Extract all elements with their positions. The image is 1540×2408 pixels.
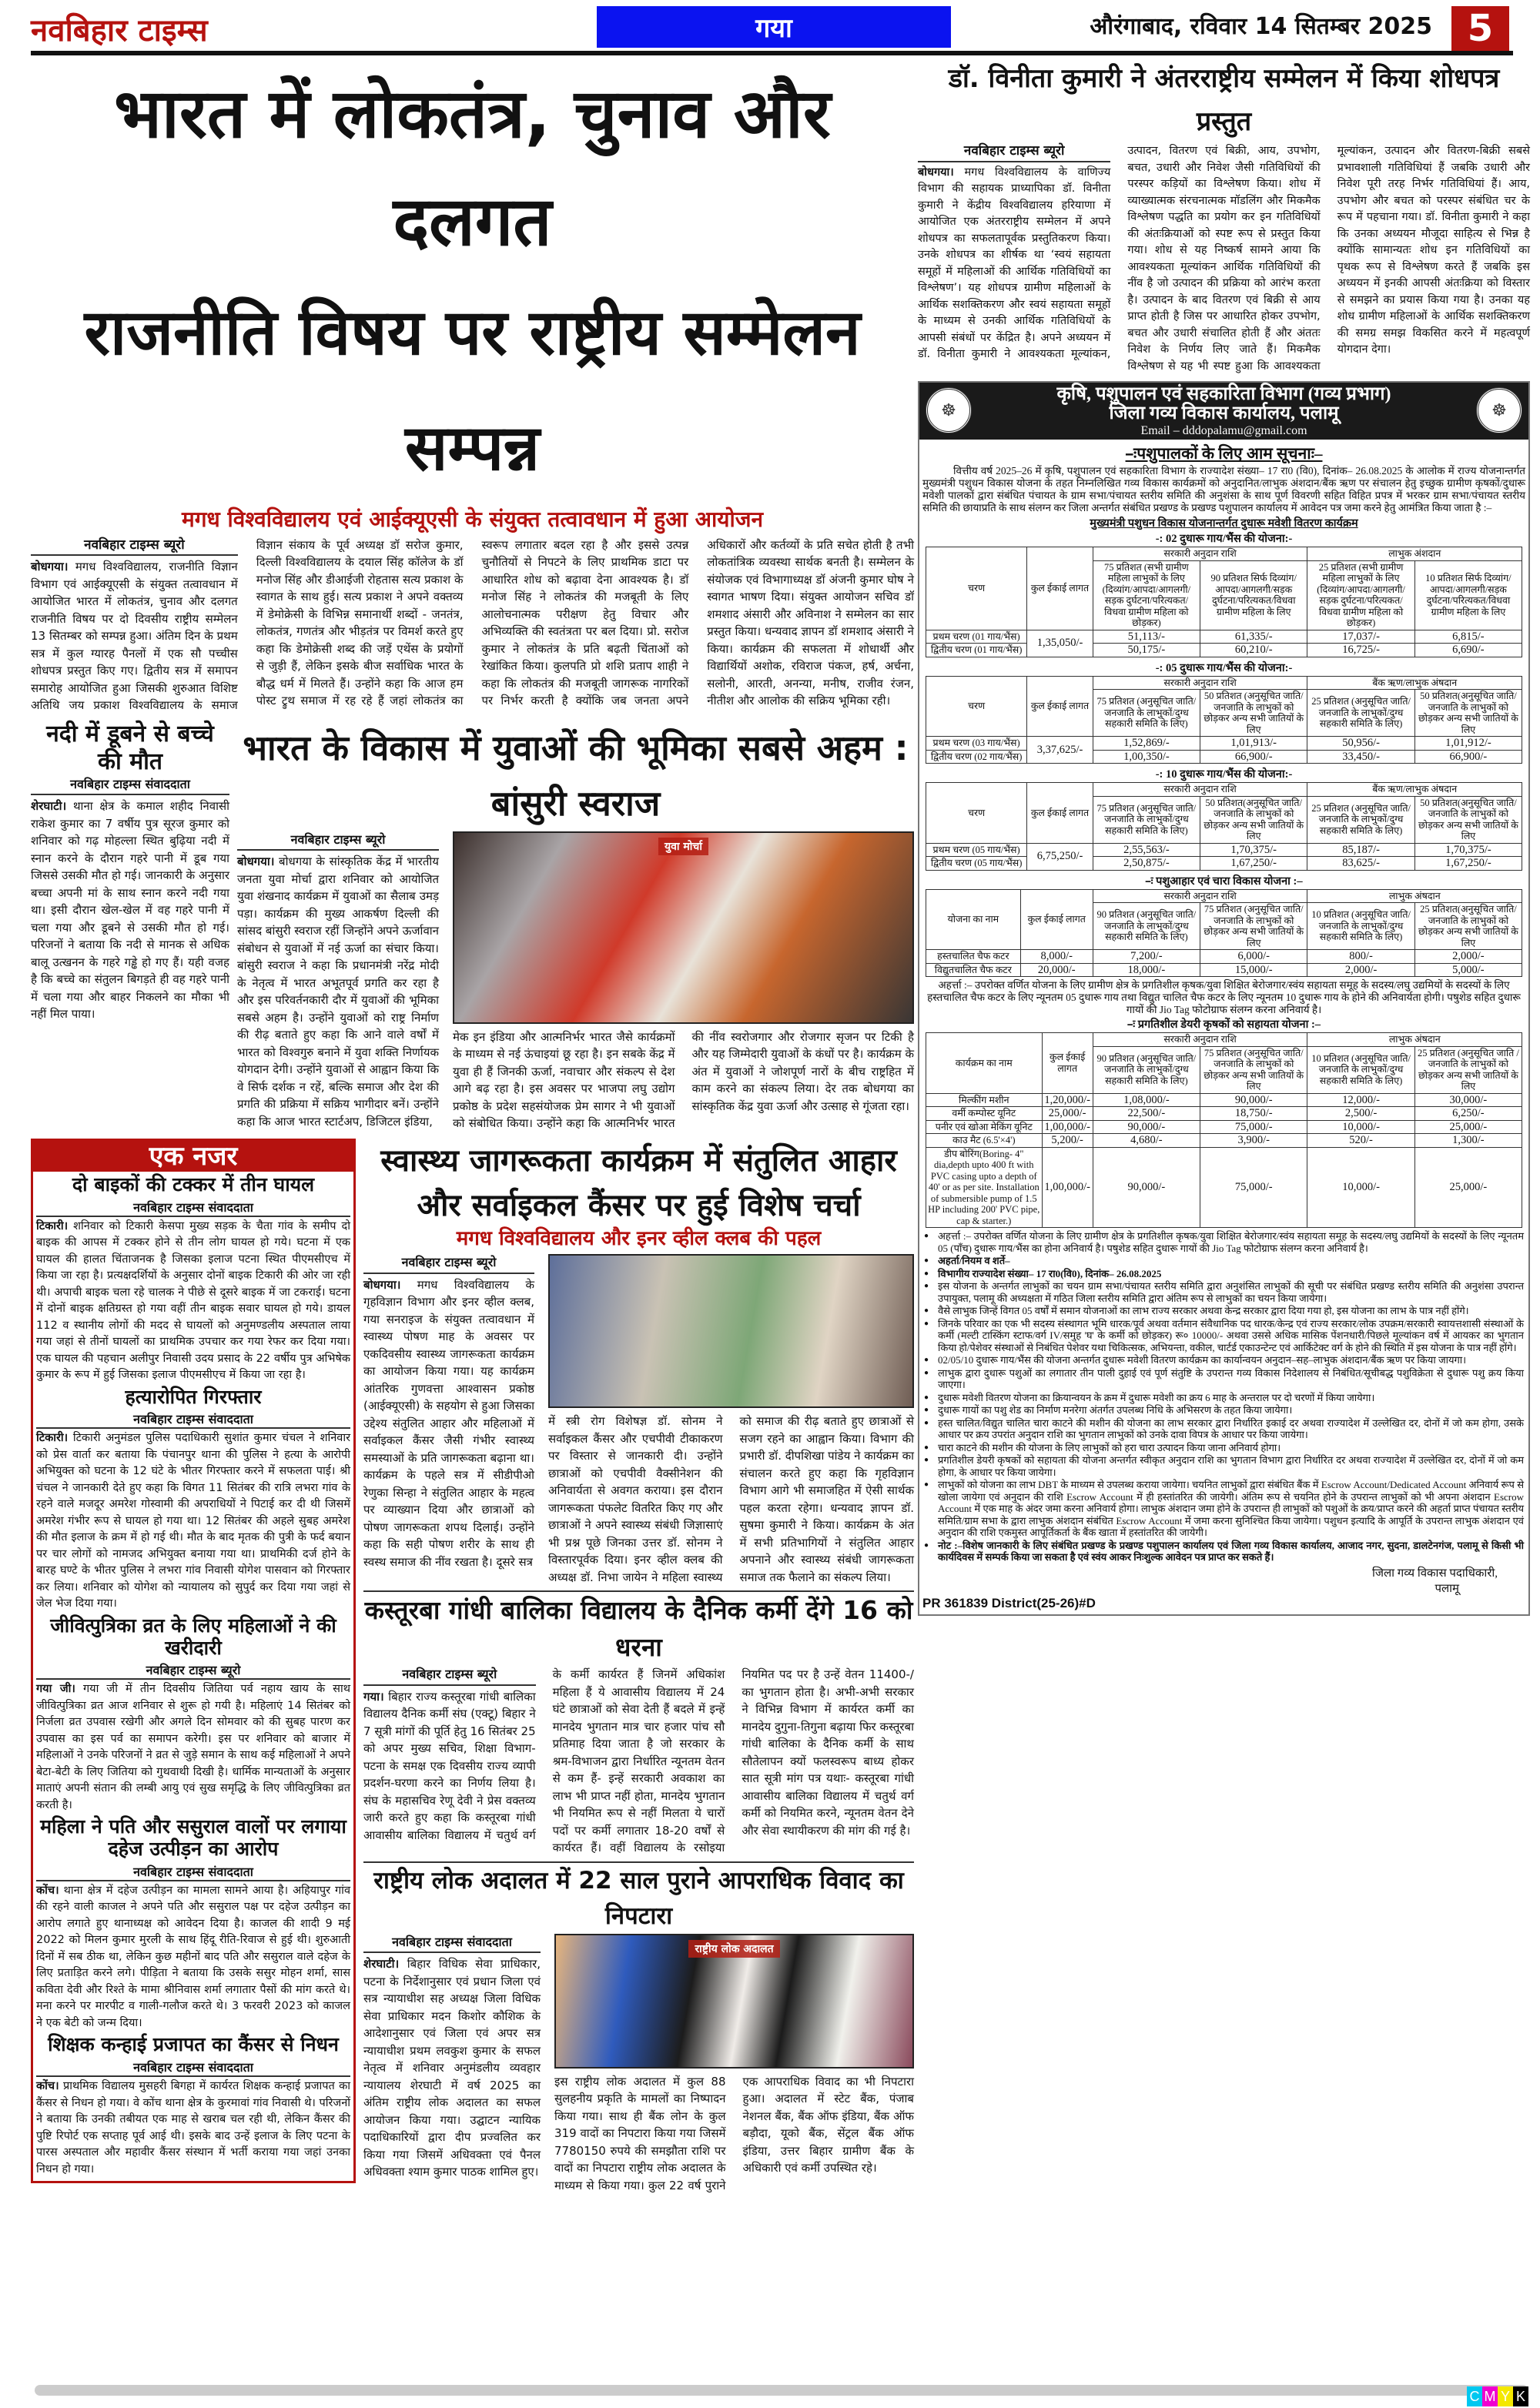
terms-item: ● जिनके परिवार का एक भी सदस्य संस्थागत भूमि धारक/पूर्व अथवा वर्तमान संवैधानिक पद धारक/केन्द्र एवं राज्य सरकार/लोक उपक्रम/सरकारी स्वायत्तशासी संस्थाओं के कर्मी (मल्टी टास्किंग स्टाफ/वर्ग IV/समुह 'घ' के कर्मी को छोड़कर) रू० 10000/- अथवा उससे अधिक मासिक पेंशनधारी/पिछले मूल्यांकन वर्ष में आयकर का भुगतान किया हो/पेशेवर संस्थाओं से निबंधित पेशेवर यथा चिकित्सक, अभियन्ता, वकील, चार्टर्ड एकाउन्टेन्ट एवं आर्किटेक्ट वर्ग के होने की स्थिति में इस योजना के पात्र नहीं होंगे।: [924, 1318, 1524, 1354]
amount-cell: 2,50,875/-: [1093, 857, 1200, 871]
unit-cost: 8,000/-: [1020, 950, 1093, 964]
unit-cost: 1,00,000/-: [1042, 1147, 1093, 1228]
terms-item: ● इस योजना के अन्तर्गत लाभुकों का चयन ग्राम सभा/पंचायत स्तरीय समिति द्वारा अनुशंसित लाभुकों की सूची पर संबंधित प्रखण्ड स्तरीय समिति की अनुशंसा उपरान्त उपायुक्त, पलामू की अध्यक्षता में गठित जिला स्तरीय समिति द्वारा अंतिम रूप से लाभुकों का चयन किया जायेगा।: [924, 1280, 1524, 1304]
amount-cell: 33,450/-: [1307, 750, 1414, 764]
amount-cell: 2,000/-: [1307, 963, 1414, 977]
lok-adalat-photo: [554, 1934, 914, 2069]
amount-cell: 17,037/-: [1307, 630, 1414, 644]
table-caption: –ः प्रगतिशील डेयरी कृषकों को सहायता योजना :–: [1127, 1018, 1321, 1031]
health-dateline: बोधगया।: [363, 1277, 401, 1292]
col-header: चरण: [926, 783, 1026, 844]
health-headline-line1: स्वास्थ्य जागरूकता कार्यक्रम में संतुलित आहार: [380, 1142, 897, 1179]
amount-cell: 1,67,250/-: [1414, 857, 1522, 871]
cmyk-k: K: [1513, 2386, 1528, 2406]
edition-city: गया: [597, 6, 951, 48]
col-header: योजना का नाम: [926, 889, 1020, 950]
lok-adalat-headline: राष्ट्रीय लोक अदालत में 22 साल पुराने आपराधिक विवाद का निपटारा: [363, 1861, 914, 1934]
row-label: द्वितीय चरण (05 गाय/भैंस): [926, 857, 1026, 871]
table-row: [926, 1093, 1522, 1107]
terms-item: ● चारा काटने की मशीन की योजना के लिए लाभुकों को हरा चारा उत्पादन किया जाना अनिवार्य होगा।: [924, 1442, 1524, 1454]
row-label: द्वितीय चरण (01 गाय/भैंस): [926, 644, 1026, 657]
terms-item: ● हस्त चालित/विद्युत चालित चारा काटने की मशीन की योजना का लाभ सरकार द्वारा निर्धारित इकाई दर अथवा राज्यादेश में उल्लेखित दर, दोनों में जो कम होगा, उसके आधार पर क्रय उपरांत अनुदान राशि का भुगतान लाभुकों को उनके दावा विपत्र के आधार पर किया जायेगा।: [924, 1417, 1524, 1441]
terms-item: ● नोट :–विशेष जानकारी के लिए संबंधित प्रखण्ड के प्रखण्ड पशुपालन कार्यालय एवं जिला गव्य विकास कार्यालय, आजाद नगर, सुदना, डालटेनगंज, पलामू से किसी भी कार्यदिवस में सम्पर्क किया जा सकता है एवं स्वंय आकर निःशुल्क आवेदन पत्र प्राप्त कर सकते हैं।: [924, 1540, 1524, 1564]
story-headline: शिक्षक कन्हाई प्रजापत का कैंसर से निधन: [48, 2033, 339, 2056]
third-row: [31, 1139, 914, 2195]
amount-cell: 10,000/-: [1307, 1120, 1414, 1134]
youth-byline: नवबिहार टाइम्स ब्यूरो: [237, 831, 439, 851]
story-dateline: कोंच।: [36, 2080, 59, 2093]
amount-cell: 18,000/-: [1093, 963, 1200, 977]
amount-cell: 2,55,563/-: [1093, 843, 1200, 857]
subsidy-table: [926, 782, 1522, 871]
story-dateline: टिकारी।: [36, 1219, 69, 1232]
lead-article-body: [31, 537, 914, 714]
subsidy-table: [926, 547, 1522, 657]
story-byline: नवबिहार टाइम्स संवाददाता: [36, 1863, 350, 1881]
row-label: प्रथम चरण (03 गाय/भैंस): [926, 737, 1026, 751]
kasturba-text: बिहार राज्य कस्तूरबा गांधी बालिका विद्यालय दैनिक कर्मी संघ (एक्टू) बिहार ने 7 सूत्री मांगों की पूर्ति हेतु 16 सितंबर 25 को अपर मुख्य सचिव, शिक्षा विभाग-पटना के समक्ष एक दिवसीय राज्य व्यापी प्रदर्शन-घरणा करने का निर्णय लिया है। संघ के महासचिव रेणू देवी ने प्रेस वक्तव्य जारी करते हुए कहा कि कस्तूरबा गांधी आवासीय बालिका विद्यालय में चतुर्थ वर्ग के कर्मी कार्यरत हैं जिनमें अधिकांश महिला हैं ये आवासीय विद्यालय में 24 घंटे छात्राओं को सेवा देती हैं बदले में इन्हें मानदेय भुगतान मात्र चार हजार पांच सौ प्रतिमाह दिया जाता है जो सरकार के श्रम-विभाजन द्वारा निर्धारित न्यूनतम वेतन से कम हैं- इन्हें सरकारी अवकाश का लाभ भी प्राप्त नहीं होता, मानदेय भुगतान भी नियमित रूप से नहीं मिलता ये चारों पदों पर कर्मी लगातार 18-20 वर्षों से कार्यरत हैं। वहीं विद्यालय के रसोइया नियमित पद पर है उन्हें वेतन 11400-/का भुगतान होता है। अभी-अभी सरकार ने विभिन्न विभाग में कार्यरत कर्मी का मानदेय दुगुना-तिगुना बढ़ाया फिर कस्तूरबा गांधी बालिका के दैनिक कर्मी के साथ सौतेलापन क्यों फलस्वरूप बाध्य होकर सात सूत्री मांग पत्र यथाः- कस्तूरबा गांधी आवासीय बालिका विद्यालय में चतुर्थ वर्ग कर्मी को नियमित करने, न्यूनतम वेतन देने और सेवा स्थायीकरण की मांग की गई है।: [363, 1667, 914, 1855]
col-header: कुल ईकाई लागत: [1027, 783, 1093, 844]
research-byline: नवबिहार टाइम्स ब्यूरो: [918, 143, 1110, 162]
subsidy-table: [926, 1032, 1522, 1228]
cmyk-c: C: [1467, 2386, 1482, 2406]
amount-cell: 75,000/-: [1200, 1147, 1307, 1228]
table-row: [926, 1147, 1522, 1228]
amount-cell: 6,000/-: [1200, 950, 1307, 964]
row-label: विद्युतचालित चैफ कटर: [926, 963, 1020, 977]
amount-cell: 1,70,375/-: [1200, 843, 1307, 857]
masthead-rule: [31, 51, 1513, 55]
photo-banner-text: युवा मोर्चा: [658, 838, 708, 855]
table-row: [926, 950, 1522, 964]
group-header: सरकारी अनुदान राशि: [1093, 783, 1307, 797]
youth-story: [237, 721, 914, 1132]
story-headline: जीवित्पुत्रिका व्रत के लिए महिलाओं ने की खरीदारी: [50, 1614, 336, 1659]
unit-cost: 6,75,250/-: [1027, 843, 1093, 870]
print-registration-bar: [35, 2385, 1528, 2396]
ad-program-title: मुख्यमंत्री पशुधन विकास योजनान्तर्गत दुधारू मवेशी वितरण कार्यक्रम: [1090, 517, 1358, 530]
story-headline: महिला ने पति और ससुराल वालों पर लगाया दहेज उत्पीड़न का आरोप: [40, 1815, 346, 1861]
amount-cell: 7,200/-: [1093, 950, 1200, 964]
story-byline: नवबिहार टाइम्स संवाददाता: [36, 1410, 350, 1429]
lead-headline-line1: भारत में लोकतंत्र, चुनाव और दलगत: [114, 74, 831, 261]
newspaper-logo: नवबिहार टाइम्स: [31, 13, 208, 48]
unit-cost: 5,200/-: [1042, 1134, 1093, 1148]
row-label: डीप बोरिंग(Boring- 4" dia,depth upto 400 ft with PVC casing upto a depth of 40' or as per site. Installation of submersible pump of 1.5 HP including 200' PVC pipe, cap & starter.): [926, 1147, 1042, 1228]
table-row: [926, 644, 1522, 657]
story-text: गया जी में तीन दिवसीय जितिया पर्व नहाय खाय के साथ जीवित्पुत्रिका व्रत आज शनिवार से शुरू हो गयी है। महिलाएं 14 सितंबर को निर्जला व्रत उपवास रखेगी और अगले दिन सोमवार को की सुबह पारण कर उपवास का इस पर्व का समापन करेगी। इस पर शनिवार को बाजार में महिलाओं ने उनके परिजनों ने व्रत से जुड़े समान के साथ कई महिलाओं ने अपने बेटा-बेटी के लिए जितिया को गुथवाथी दिखी है। धार्मिक मान्यताओं के अनुसार माताएं अपनी संतान की लम्बी आयु एवं सुख समृद्धि के लिए जीवित्पुत्रिका व्रत करती है।: [36, 1683, 351, 1811]
story-headline: हत्यारोपित गिरफ्तार: [125, 1385, 262, 1408]
lead-headline-line2: राजनीति विषय पर राष्ट्रीय सम्मेलन सम्पन्न: [84, 296, 861, 485]
terms-item: ● दुधारू गायों का पशु शेड का निर्माण मनरेगा अंतर्गत उपलब्ध निधि के अभिसरण के तहत किया जायेगा।: [924, 1404, 1524, 1416]
subsidy-table: [926, 676, 1522, 764]
lok-adalat-text: बिहार विधिक सेवा प्राधिकार, पटना के निर्देशानुसार एवं प्रधान जिला एवं सत्र न्यायाधीश सह अध्यक्ष जिला विधिक सेवा प्राधिकार मदन किशोर कौशिक के आदेशानुसार एवं जिला एवं अपर सत्र न्यायाधीश प्रथम लवकुश कुमार के सफल नेतृत्व में शनिवार अनुमंडलीय व्यवहार न्यायालय शेरघाटी में वर्ष 2025 का अंतिम राष्ट्रीय लोक अदालत का सफल आयोजन किया गया। उद्घाटन न्यायिक पदाधिकारियों द्वारा दीप प्रज्वलित कर किया गया जिसमें अधिवक्ता एवं पैनल अधिवक्ता श्याम कुमार पाठक शामिल हुए।: [363, 1957, 541, 2179]
sub-header: 90 प्रतिशत (अनुसूचित जाति/जनजाति के लाभुकों/दुग्ध सहकारी समिति के लिए): [1093, 903, 1200, 950]
amount-cell: 1,01,913/-: [1200, 737, 1307, 751]
amount-cell: 4,680/-: [1093, 1134, 1200, 1148]
group-header: बैंक ऋण/लाभुक अंषदान: [1307, 676, 1522, 690]
table-caption: -: 05 दुधारू गाय/भैंस की योजना:-: [1155, 661, 1293, 674]
group-header: बैंक ऋण/लाभुक अंषदान: [1307, 783, 1522, 797]
terms-item: ● लाभुकों को योजना का लाभ DBT के माध्यम से उपलब्ध कराया जायेगा। चयनित लाभुकों द्वारा संबंधित बैंक में Escrow Account/Dedicated Account अनिवार्य रूप से खोला जायेगा एवं अनुदान की राशि Escrow Account में ही हस्तांतरित की जायेगी। अंतिम रूप से चयनित होने के उपरान्त लाभुकों को भी अपना अंशदान Escrow Account में एक माह के अंदर जमा करना अनिवार्य होगा। लाभुक अंशदान जमा होने के उपरान्त ही लाभुकों को पशुओं के क्रय/प्राप्त करने की अहर्ता प्राप्त पंचायत स्तरीय समिति/ग्राम सभा के द्वारा लाभुक अंशदान संबंधित Escrow Account में जमा करना सुनिश्चित किया जायेगा। पशुधन इत्यादि के आपूर्ति के उपरान्त लाभुक अंशदान एवं अनुदान की राशि एकमुस्त आपूर्तिकर्ता के बैंक खाता में हस्तांतरित की जायेगी।: [924, 1479, 1524, 1539]
amount-cell: 90,000/-: [1093, 1120, 1200, 1134]
group-header: लाभुक अंषदान: [1307, 1033, 1522, 1047]
amount-cell: 800/-: [1307, 950, 1414, 964]
sub-header: 25 प्रतिशत (अनुसूचित जाति / जनजाति के लाभुकों को छोड़कर अन्य सभी जातियों के लिए: [1414, 1046, 1522, 1093]
ek-nazar-story: [33, 1386, 353, 1613]
table-row: [926, 857, 1522, 871]
health-byline: नवबिहार टाइम्स ब्यूरो: [363, 1254, 534, 1274]
table-caption: –ः पशुआहार एवं चारा विकास योजना :–: [1145, 875, 1303, 888]
amount-cell: 15,000/-: [1200, 963, 1307, 977]
lok-adalat-continued: इस राष्ट्रीय लोक अदालत में कुल 88 सुलहनीय प्रकृति के मामलों का निष्पादन किया गया। साथ ही बैंक लोन के कुल 319 वादों का निपटारा किया गया जिसमें 7780150 रुपये की समझौता राशि पर वादों का निपटारा राष्ट्रीय लोक अदालत के माध्यम से किया गया। कुल 22 वर्ष पुराने एक आपराधिक विवाद का भी निपटारा हुआ। अदालत में स्टेट बैंक, पंजाब नेशनल बैंक, बैंक ऑफ इंडिया, बैंक ऑफ बड़ौदा, यूको बैंक, सेंट्रल बैंक ऑफ इंडिया, उत्तर बिहार ग्रामीण बैंक के अधिकारी एवं कर्मी उपस्थित रहे।: [554, 2074, 914, 2192]
story-dateline: कोंच।: [36, 1884, 59, 1897]
table-row: [926, 737, 1522, 751]
table-caption: -: 10 दुधारू गाय/भैंस की योजना:-: [1155, 768, 1293, 781]
ad-header-band: [919, 383, 1528, 440]
ad-intro: वित्तीय वर्ष 2025–26 में कृषि, पशुपालन एवं सहकारिता विभाग के राज्यादेश संख्या– 17 रा0 (वि0), दिनांक– 26.08.2025 के आलोक में राज्य योजनान्तर्गत मुख्यमंत्री पशुधन विकास योजना के तहत निम्नलिखित गव्य विकास कार्यक्रमों को अनुदानित/लाभुक अंशदान/बैंक ऋण पर संचालन हेतु इच्छुक ग्रामीण कृषकों/दुधारू मवेशी पालकों द्वारा संबंधित पंचायत के ग्राम सभा/पंचायत स्तरीय समिति की अनुशंसा के साथ पूर्ण विवरणी सहित विहित प्रपत्र में भरकर ग्राम सभा/पंचायत स्तरीय समिति की छायाप्रति के साथ संलग्न कर जिला अन्तर्गत संबंधित प्रखण्ड के प्रखण्ड पशुपालन कार्यालय में आवेदन पत्र जमा करने हेतु आमंत्रित किया जाता है :–: [922, 465, 1525, 513]
amount-cell: 50,175/-: [1093, 644, 1200, 657]
youth-event-photo: [453, 831, 914, 1024]
table-row: [926, 1107, 1522, 1121]
story-text: प्राथमिक विद्यालय मुसहरी बिगहा में कार्यरत शिक्षक कन्हाई प्रजापत का कैंसर से निधन हो गया। वे कोंच थाना क्षेत्र के कुरमावां गांव निवासी थे। परिजनों ने बताया कि उनकी तबीयत एक माह से खराब चल रही थी, लेकिन कैंसर की पुष्टि रिपोर्ट एक सप्ताह पूर्व आई थी। इसके बाद उन्हें इलाज के लिए पटना के पारस अस्पताल और महावीर कैंसर संस्थान में भर्ती कराया गया जहां उनका निधन हो गया।: [36, 2080, 351, 2176]
col-header: कार्यक्रम का नाम: [926, 1033, 1042, 1094]
table-row: [926, 1134, 1522, 1148]
amount-cell: 1,67,250/-: [1200, 857, 1307, 871]
story-text: टिकारी अनुमंडल पुलिस पदाधिकारी सुशांत कुमार चंचल ने शनिवार को प्रेस वार्ता कर बताया कि पंचानपुर थाना की पुलिस ने हत्या के आरोपी अभियुक्त को घटना के 12 घंटे के भीतर गिरफ्तार करने में सफलता पाई। श्री चंचल ने जानकारी देते हुए कहा कि विगत 11 सितंबर की रात्रि लभरा गांव के रहने वाले मजदूर अमरेश गोस्वामी की अपराधियों ने पिटाई कर दी थी जिसमें अमरेश गंभीर रूप से घायल हो गया था। 12 सितंबर की अहले सुबह अमरेश की मौत इलाज के क्रम में हो गई थी। मौत के बाद मृतक की पुत्री के फर्द बयान पर चार लोगों को नामजद अभियुक्त बनाया गया था। प्राथमिकी दर्ज होने के बारह घण्टे के भीतर पुलिस ने लभरा गांव निवासी योगेश पासवान को गिरफ्तार कर लिया। शनिवार को योगेश को न्यायालय को सुपुर्द कर दिया गया जहां से जेल भेज दिया गया।: [36, 1432, 351, 1610]
lead-text: मगध विश्वविद्यालय, राजनीति विज्ञान विभाग एवं आईक्यूएसी के संयुक्त तत्वावधान में आयोजित भारत में लोकतंत्र, चुनाव और दलगत राजनीति विषय पर दो दिवसीय राष्ट्रीय सम्मेलन 13 सितम्बर को सम्पन्न हुआ। अंतिम दिन के प्रथम सत्र में कुल ग्यारह पैनलों में एक सौ पच्चीस शोधपत्र प्रस्तुत किए गए। द्वितीय सत्र में समापन समारोह आयोजित हुआ जिसकी शुरुआत विशिष्ट अतिथि जय प्रकाश विश्वविद्यालय के समाज विज्ञान संकाय के पूर्व अध्यक्ष डॉ सरोज कुमार, दिल्ली विश्वविद्यालय के दयाल सिंह कॉलेज के डॉ मनोज सिंह और डीआईजी रोहतास सत्य प्रकाश के स्वागत के साथ हुई। सत्य प्रकाश ने अपने वक्तव्य में डेमोक्रेसी के विभिन्न समानार्थी शब्दों - जनतंत्र, लोकतंत्र, गणतंत्र और भीड़तंत्र पर विमर्श करते हुए कहा कि डेमोक्रेसी शब्द की जड़ें एथेंस के प्रयोगों से जुड़ी हैं, लेकिन इसके बीज सर्वाधिक भारत के बौद्ध धर्म में मिलते हैं। उन्होंने कहा कि आज हम पोस्ट ट्रुथ समाज में रह रहे हैं जहां लोकतंत्र का स्वरूप लगातार बदल रहा है और इससे उत्पन्न चुनौतियों से निपटने के लिए प्राथमिक डाटा पर आधारित शोध को बढ़ावा देना आवश्यक है। डॉ मनोज सिंह ने लोकतंत्र की मजबूती के लिए आलोचनात्मक परीक्षण हेतु विचार और अभिव्यक्ति की स्वतंत्रता पर बल दिया। प्रो. सरोज कुमार ने लोकतंत्र के प्रति बढ़ती चिंताओं को रेखांकित किया। कुलपति प्रो शशि प्रताप शाही ने कहा कि लोकतंत्र की मजबूती जागरूक नागरिकों पर निर्भर करती है क्योंकि जब जनता अपने अधिकारों और कर्तव्यों के प्रति सचेत होती है तभी लोकतांत्रिक व्यवस्था सार्थक बनती है। सम्मेलन के संयोजक एवं विभागाध्यक्ष डॉ अंजनी कुमार घोष ने स्वागत भाषण दिया। संयुक्त आयोजन सचिव डॉ शमशाद अंसारी और अविनाश ने सम्मेलन का सार प्रस्तुत किया। धन्यवाद ज्ञापन डॉ शमशाद अंसारी ने किया। कार्यक्रम की सफलता में शोधार्थी और विद्यार्थियों अशोक, रविराज पंकज, हर्ष, अर्चना, सलोनी, आरती, अनन्या, मनीष, राजीव रंजन, नीतीश और आलोक की सक्रिय भूमिका रही।: [31, 537, 914, 713]
amount-cell: 5,000/-: [1414, 963, 1522, 977]
subsidy-table: [926, 889, 1522, 978]
ek-nazar-story: [33, 1174, 353, 1384]
row-label: वर्मी कम्पोस्ट यूनिट: [926, 1107, 1042, 1121]
amount-cell: 520/-: [1307, 1134, 1414, 1148]
drowning-text: थाना क्षेत्र के कमाल शहीद निवासी राकेश कुमार का 7 वर्षीय पुत्र सूरज कुमार को शनिवार को गढ़ मोहल्ला स्थित बुढ़िया नदी में स्नान करने के दौरान गहरे पानी में डूब गया जिससे उसकी मौत हो गई। जानकारी के अनुसार बच्चा अपनी मां के साथ स्नान करने नदी गया था। इसी दौरान खेल-खेल में वह गहरे पानी में चला गया और डूबने से उसकी मौत हो गई। परिजनों ने बताया कि नदी से मानक से अधिक बालू उत्खनन के गहरे गड्ढे हो गए हैं। यही वजह है कि बच्चे का संतुलन बिगड़ते ही वह गहरे पानी में चला गया और बाहर निकलने का मौका भी नहीं मिल पाया।: [31, 799, 229, 1022]
group-header: सरकारी अनुदान राशि: [1093, 547, 1307, 561]
kasturba-article-body: [363, 1666, 914, 1857]
amount-cell: 50,956/-: [1307, 737, 1414, 751]
amount-cell: 30,000/-: [1414, 1093, 1522, 1107]
col-header: कुल ईकाई लागत: [1020, 889, 1093, 950]
story-dateline: गया जी।: [36, 1683, 75, 1696]
youth-article-col1: [237, 831, 439, 1132]
lead-subheadline: मगध विश्वविद्यालय एवं आईक्यूएसी के संयुक्त तत्वावधान में हुआ आयोजन: [181, 507, 764, 532]
youth-headline: भारत के विकास में युवाओं की भूमिका सबसे अहम : बांसुरी स्वराज: [243, 727, 909, 824]
health-article-col1: [363, 1254, 534, 1586]
table-row: [926, 630, 1522, 644]
amount-cell: 25,000/-: [1414, 1120, 1522, 1134]
amount-cell: 1,08,000/-: [1093, 1093, 1200, 1107]
amount-cell: 60,210/-: [1200, 644, 1307, 657]
drowning-article-body: [31, 776, 229, 1023]
row-label: द्वितीय चरण (02 गाय/भैंस): [926, 750, 1026, 764]
photo-banner-text: राष्ट्रीय लोक अदालत: [688, 1940, 779, 1958]
terms-item: ● 02/05/10 दुधारू गाय/भैंस की योजना अन्तर्गत दुधारू मवेशी वितरण कार्यक्रम का कार्यान्वयन अनुदान–सह–लाभुक अंशदान/बैंक ऋण पर किया जायगा।: [924, 1354, 1524, 1366]
lok-adalat-col1: [363, 1934, 541, 2195]
story-text: थाना क्षेत्र में दहेज उत्पीड़न का मामला सामने आया है। अहियापुर गांव की रहने वाली काजल ने अपने पति और ससुराल पक्ष पर दहेज उत्पीड़न का आरोप लगाते हुए थानाध्यक्ष को आवेदन दिया है। काजल की शादी 9 मई 2022 को मिलन कुमार मुरली के साथ हिंदू रीति-रिवाज से हुई थी। शुरुआती दिनों में सब ठीक था, लेकिन कुछ महीनों बाद पति और ससुराल वाले दहेज के लिए प्रताड़ित करने लगे। पीड़िता ने बताया कि उसके ससुर मोहन शर्मा, सास कविता देवी और रिश्ते के मामा श्रीनिवास शर्मा लगातार पैसों की मांग करते थे। मना करने पर मारपीट व गाली-गलौज करते थे। 3 फरवरी 2023 को काजल ने एक बेटी को जन्म दिया।: [36, 1884, 351, 2029]
row-label: हस्तचालित चैफ कटर: [926, 950, 1020, 964]
research-text: मगध विश्वविद्यालय के वाणिज्य विभाग की सहायक प्राध्यापिका डॉ. विनीता कुमारी ने केंद्रीय विश्वविद्यालय हरियाणा में आयोजित एक अंतरराष्ट्रीय सम्मेलन में अपने शोधपत्र का सफलतापूर्वक प्रस्तुतिकरण किया। उनके शोधपत्र का शीर्षक था ‘स्वयं सहायता समूहों में महिलाओं की आर्थिक गतिविधियों का विश्लेषण’। यह शोधपत्र ग्रामीण महिलाओं के आर्थिक सशक्तिकरण और स्वयं सहायता समूहों के माध्यम से उनकी आर्थिक गतिविधियों के आपसी संबंधों पर केंद्रित है। अपने अध्ययन में डॉ. विनीता कुमारी ने आवश्यकता मूल्यांकन, उत्पादन, वितरण एवं बिक्री, आय, उपभोग, बचत, उधारी और निवेश जैसी गतिविधियों की परस्पर कड़ियों का विश्लेषण किया। शोध में व्याख्यात्मक संरचनात्मक मॉडलिंग और मिकमैक विश्लेषण पद्धति का प्रयोग कर इन गतिविधियों की अंतःक्रियाओं को स्पष्ट रूप से प्रस्तुत किया गया। शोध से यह निष्कर्ष सामने आया कि आवश्यकता मूल्यांकन आर्थिक गतिविधियों की नींव है जो उत्पादन की प्रक्रिया को आरंभ करता है। उत्पादन के बाद वितरण एवं बिक्री से आय प्राप्त होती है जिस पर आधारित होकर उपभोग, बचत और उधारी संचालित होती हैं और अंततः निवेश के निर्णय लिए जाते हैं। मिकमैक विश्लेषण से यह भी स्पष्ट हुआ कि आवश्यकता मूल्यांकन, उत्पादन और वितरण-बिक्री सबसे प्रभावशाली गतिविधियां हैं जबकि उधारी और निवेश पूरी तरह निर्भर गतिविधियां हैं। आय, उपभोग और बचत को परस्पर संबंधित चर के रूप में पहचाना गया। डॉ. विनीता कुमारी ने कहा कि उनका अध्ययन मौजूदा साहित्य से भिन्न है क्योंकि सामान्यतः शोध इन गतिविधियों का पृथक रूप से विश्लेषण करते हैं जबकि इस अध्ययन में इनकी आपसी अंतःक्रिया को विस्तार से समझने का प्रयास किया गया है। उनका यह शोध ग्रामीण महिलाओं के आर्थिक सशक्तिकरण की समग्र समझ विकसित करने में महत्वपूर्ण योगदान देगा।: [918, 145, 1530, 373]
unit-cost: 25,000/-: [1042, 1107, 1093, 1121]
table-row: [926, 1120, 1522, 1134]
row-label: पनीर एवं खोआ मेकिंग यूनिट: [926, 1120, 1042, 1134]
story-body: [33, 2079, 353, 2178]
story-body: [33, 1430, 353, 1613]
terms-item: ● दुधारू मवेशी वितरण योजना का क्रियान्वयन के क्रम में दुधारू मवेशी का क्रय 6 माह के अन्तराल पर दो चरणों में किया जायेगा।: [924, 1392, 1524, 1404]
health-headline-line2: और सर्वाइकल कैंसर पर हुई विशेष चर्चा: [417, 1187, 861, 1223]
col-header: कुल ईकाई लागत: [1027, 547, 1093, 630]
ek-nazar-story: [33, 1816, 353, 2032]
terms-item: ● लाभुक द्वारा दुधारू पशुओं का लगातार तीन पाली दुहाई एवं पूर्ण संतुष्टि के उपरान्त गव्य विकास निदेशालय से निबंधित/सूचीबद्ध पशुविक्रेता से दुधारू पशु क्रय किया जाएगा।: [924, 1367, 1524, 1391]
story-text: शनिवार को टिकारी केसपा मुख्य सड़क के चैता गांव के समीप दो बाइक की आपस में टक्कर होने से तीन लोग घायल हो गये। घटना में एक घायल की हालत चिंताजनक है जिसका इलाज पटना स्थित पीएमसीएच में किया जा रहा है। प्रत्यक्षदर्शियों के अनुसार दोनों बाइक टिकारी की ओर जा रही थी। अपाची बाइक चला रहे चालक ने पीछे से दूसरे बाइक में जा टकराई। घटना में दोनों बाइक क्षतिग्रस्त हो गया वहीं तीन बाइक सवार घायल हो गये। डायल 112 व स्थानीय लोगों की मदद से घायलों को अनुमण्डलीय अस्पताल लाया गया जहां से तीनों घायलों का प्राथमिक उपचार कर गया रेफर कर दिया गया। एक घायल की पहचान अलीपुर निवासी उदय प्रसाद के 22 वर्षीय पुत्र अभिषेक कुमार के रूप में हुई जिसका इलाज पीएमसीएच में किया जा रहा है।: [36, 1219, 351, 1382]
health-subheadline: मगध विश्वविद्यालय और इनर व्हील क्लब की पहल: [456, 1226, 822, 1250]
group-header: सरकारी अनुदान राशि: [1093, 889, 1307, 903]
youth-text: बोधगया के सांस्कृतिक केंद्र में भारतीय जनता युवा मोर्चा द्वारा शनिवार को आयोजित युवा शंखनाद कार्यक्रम में युवाओं का सैलाब उमड़ पड़ा। कार्यक्रम की मुख्य आकर्षण दिल्ली की सांसद बांसुरी स्वराज रहीं जिन्होंने अपने ऊर्जावान संबोधन से युवाओं में नई ऊर्जा का संचार किया। बांसुरी स्वराज ने कहा कि प्रधानमंत्री नरेंद्र मोदी के नेतृत्व में भारत अभूतपूर्व प्रगति कर रहा है और इस परिवर्तनकारी दौर में युवाओं की भूमिका सबसे अहम है। उन्होंने युवाओं को राष्ट्र निर्माण की रीढ़ बताते हुए कहा कि आने वाले वर्षों में भारत को विश्वगुरु बनाने में युवा शक्ति निर्णायक योगदान देगी। उन्होंने युवाओं से आह्वान किया कि वे सिर्फ दर्शक न रहें, बल्कि समाज और देश की प्रगति की प्रक्रिया में सक्रिय भागीदार बनें। उन्होंने कहा कि आज भारत स्टार्टअप, डिजिटल इंडिया,: [237, 855, 439, 1129]
story-body: [33, 1681, 353, 1814]
story-byline: नवबिहार टाइम्स संवाददाता: [36, 1199, 350, 1217]
terms-item: ● अहर्त्ता :– उपरोक्त वर्णित योजना के लिए ग्रामीण क्षेत्र के प्रगतिशील कृषक/युवा शिक्षित बेरोजगार/स्वंय सहायता समूह के सदस्य/लघु उद्यमियों के सदस्यों के लिए न्यूनतम 05 (पाँच) दुधारू गाय/भैंस का होना अनिवार्य है। पषुशेड सहित दुधारू गायों की Jio Tag फोटोग्राफ संलग्न करना अनिवार्य है।: [924, 1230, 1524, 1254]
amount-cell: 1,00,350/-: [1093, 750, 1200, 764]
unit-cost: 3,37,625/-: [1027, 737, 1093, 764]
amount-cell: 25,000/-: [1414, 1147, 1522, 1228]
ad-notice-title: –ःपशुपालकों के लिए आम सूचनाः–: [1125, 444, 1323, 463]
table-caption: -: 02 दुधारू गाय/भैंस की योजना:-: [1155, 533, 1293, 545]
right-column: [918, 57, 1530, 1616]
amount-cell: 6,250/-: [1414, 1107, 1522, 1121]
sub-header: 75 प्रतिशत (अनुसूचित जाति/ जनजाति के लाभुकों को छोड़कर अन्य सभी जातियों के लिए: [1200, 1046, 1307, 1093]
sub-header: 90 प्रतिशत सिर्फ दिव्यांग/आपदा/आगलगी/सड़क दुर्घटना/परित्यकत/विधवा ग्रामीण महिला के लिए: [1200, 560, 1307, 630]
amount-cell: 12,000/-: [1307, 1093, 1414, 1107]
story-body: [33, 1883, 353, 2032]
sub-header: 90 प्रतिशत (अनुसूचित जाति/ जनजाति के लाभुकों/दुग्ध सहकारी समिति के लिए): [1093, 1046, 1200, 1093]
research-dateline: बोधगया।: [918, 166, 954, 179]
ad-email: Email – dddopalamu@gmail.com: [1140, 424, 1307, 437]
amount-cell: 1,52,869/-: [1093, 737, 1200, 751]
story-body: [33, 1219, 353, 1384]
amount-cell: 90,000/-: [1093, 1147, 1200, 1228]
sub-header: 25 प्रतिशत (सभी ग्रामीण महिला लाभुकों के लिए (दिव्यांग/आपदा/आगलगी/सड़क दुर्घटना/परित्यकत/विधवा ग्रामीण महिला को छोड़कर): [1307, 560, 1414, 630]
youth-dateline: बोधगया।: [237, 855, 275, 869]
ek-nazar-story: [33, 2034, 353, 2178]
amount-cell: 18,750/-: [1200, 1107, 1307, 1121]
state-emblem-seal-icon: ☸: [1476, 387, 1522, 433]
terms-item: ● प्रगतिशील डेयरी कृषकों को सहायता की योजना अन्तर्गत स्वीकृत अनुदान राशि का भुगतान विभाग द्वारा निर्धारित दर अथवा राज्यादेश में उल्लेखित दर, दोनों में जो कम होगा, के आधार पर किया जायेगा।: [924, 1454, 1524, 1478]
drowning-story: [31, 721, 229, 1132]
sub-header: 75 प्रतिशत (सभी ग्रामीण महिला लाभुकों के लिए (दिव्यांग/आपदा/आगलगी/सड़क दुर्घटना/परित्यकत/विधवा ग्रामीण महिला को छोड़कर): [1093, 560, 1200, 630]
amount-cell: 66,900/-: [1414, 750, 1522, 764]
unit-cost: 1,00,000/-: [1042, 1120, 1093, 1134]
terms-item: ● वैसे लाभुक जिन्हें विगत 05 वर्षों में समान योजनाओं का लाभ राज्य सरकार अथवा केन्द्र सरकार द्वारा दिया गया हो, इस योजना का लाभ के पात्र नहीं होंगे।: [924, 1305, 1524, 1317]
col-header: चरण: [926, 547, 1026, 630]
col-header: चरण: [926, 676, 1026, 737]
lok-adalat-byline: नवबिहार टाइम्स संवाददाता: [363, 1934, 541, 1954]
cmyk-m: M: [1482, 2386, 1498, 2406]
cmyk-y: Y: [1498, 2386, 1513, 2406]
row-label: काउ मैट (6.5'×4'): [926, 1134, 1042, 1148]
kasturba-byline: नवबिहार टाइम्स ब्यूरो: [363, 1666, 536, 1686]
sub-header: 50 प्रतिशत(अनुसूचित जाति/जनजाति के लाभुकों को छोड़कर अन्य सभी जातियों के लिए: [1414, 690, 1522, 737]
group-header: लाभुक अंषदान: [1307, 889, 1522, 903]
amount-cell: 1,01,912/-: [1414, 737, 1522, 751]
sub-header: 10 प्रतिशत सिर्फ दिव्यांग/आपदा/आगलगी/सड़क दुर्घटना/परित्यकत/विधवा ग्रामीण महिला के लिए: [1414, 560, 1522, 630]
table-row: [926, 963, 1522, 977]
story-headline: दो बाइकों की टक्कर में तीन घायल: [72, 1172, 315, 1196]
health-event-photo: [548, 1254, 914, 1408]
ad-signatory-title: जिला गव्य विकास पदाधिकारी,: [1371, 1567, 1498, 1580]
youth-article-continued: मेक इन इंडिया और आत्मनिर्भर भारत जैसे कार्यक्रमों के माध्यम से नई ऊंचाइयां छू रहा है। इन सबके केंद्र में युवा ही हैं जिनकी ऊर्जा, नवाचार और संकल्प से देश आगे बढ़ रहा है। इस अवसर पर भाजपा लघु उद्योग प्रकोष्ठ के प्रदेश सहसंयोजक प्रेम सागर ने भी युवाओं को संबोधित किया। उन्होंने कहा कि आत्मनिर्भर भारत की नींव स्वरोजगार और रोजगार सृजन पर टिकी है और यह जिम्मेदारी युवाओं के कंधों पर है। कार्यक्रम के अंत में युवाओं ने जोशपूर्ण नारों के बीच राष्ट्रहित में काम करने का संकल्प लिया। देर तक बोधगया का सांस्कृतिक केंद्र युवा ऊर्जा और उत्साह से गूंजता रहा।: [453, 1029, 914, 1131]
amount-cell: 90,000/-: [1200, 1093, 1307, 1107]
amount-cell: 75,000/-: [1200, 1120, 1307, 1134]
sub-header: 50 प्रतिशत(अनुसूचित जाति/जनजाति के लाभुकों को छोड़कर अन्य सभी जातियों के लिए: [1414, 796, 1522, 843]
amount-cell: 10,000/-: [1307, 1147, 1414, 1228]
health-text: मगध विश्वविद्यालय के गृहविज्ञान विभाग और इनर व्हील क्लब, गया सनराइज के संयुक्त तत्वावधान में स्वास्थ्य पोषण माह के अवसर पर एकदिवसीय स्वास्थ्य जागरूकता कार्यक्रम का आयोजन किया गया। यह कार्यक्रम आंतरिक गुणवत्ता आश्वासन प्रकोष्ठ (आईक्यूएसी) के सहयोग से हुआ जिसका उद्देश्य संतुलित आहार और महिलाओं में सर्वाइकल कैंसर जैसी गंभीर स्वास्थ्य समस्याओं के प्रति जागरूकता बढ़ाना था। कार्यक्रम के पहले सत्र में सीडीपीओ रेणुका सिन्हा ने संतुलित आहार के महत्व पर व्याख्यान दिया और छात्राओं को पोषण जागरूकता शपथ दिलाई। उन्होंने कहा कि सही पोषण शरीर के साथ ही स्वस्थ समाज की नींव रखता है। दूसरे सत्र: [363, 1277, 534, 1569]
state-emblem-seal-icon: ☸: [926, 387, 972, 433]
story-dateline: टिकारी।: [36, 1432, 69, 1445]
col-header: कुल ईकाई लागत: [1027, 676, 1093, 737]
amount-cell: 6,690/-: [1414, 644, 1522, 657]
ad-department: कृषि, पशुपालन एवं सहकारिता विभाग (गव्य प्रभाग): [1056, 384, 1391, 404]
ek-nazar-box: [31, 1139, 356, 2183]
ad-pr-code: PR 361839 District(25-26)#D: [922, 1595, 1096, 1610]
amount-cell: 66,900/-: [1200, 750, 1307, 764]
amount-cell: 16,725/-: [1307, 644, 1414, 657]
unit-cost: 1,20,000/-: [1042, 1093, 1093, 1107]
cmyk-color-marks: [1467, 2386, 1528, 2406]
research-article-body: [918, 143, 1530, 375]
lead-byline: नवबिहार टाइम्स ब्यूरो: [31, 537, 238, 557]
main-news-area: [31, 60, 914, 2194]
second-row: [31, 721, 914, 1132]
group-header: सरकारी अनुदान राशि: [1093, 1033, 1307, 1047]
ad-signatory-place: पलामू: [1435, 1582, 1459, 1595]
amount-cell: 22,500/-: [1093, 1107, 1200, 1121]
sub-header: 75 प्रतिशत (अनुसूचित जाति/जनजाति के लाभुकों/दुग्ध सहकारी समिति के लिए): [1093, 690, 1200, 737]
sub-header: 10 प्रतिशत (अनुसूचित जाति/ जनजाति के लाभुकों/दुग्ध सहकारी समिति के लिए): [1307, 1046, 1414, 1093]
amount-cell: 6,815/-: [1414, 630, 1522, 644]
kasturba-headline: कस्तूरबा गांधी बालिका विद्यालय के दैनिक कर्मी देंगे 16 को धरना: [363, 1590, 914, 1666]
amount-cell: 2,500/-: [1307, 1107, 1414, 1121]
terms-item: ● अहर्ता/नियम व शर्ते–: [924, 1255, 1524, 1267]
story-byline: नवबिहार टाइम्स संवाददाता: [36, 2059, 350, 2077]
amount-cell: 61,335/-: [1200, 630, 1307, 644]
group-header: लाभुक अंशदान: [1307, 547, 1522, 561]
health-article-continued: में स्त्री रोग विशेषज्ञ डॉ. सोनम ने सर्वाइकल कैंसर और एचपीवी टीकाकरण पर विस्तार से जानकारी दी। उन्होंने छात्राओं को एचपीवी वैक्सीनेशन की अनिवार्यता से अवगत कराया। इस दौरान जागरूकता पंफलेट वितरित किए गए और छात्राओं ने अपने स्वास्थ्य संबंधी जिज्ञासाएं भी प्रश्न पूछे जिनका उत्तर डॉ. सोनम ने विस्तारपूर्वक दिया। इनर व्हील क्लब की अध्यक्ष डॉ. निभा जायेन ने महिला स्वास्थ्य को समाज की रीढ़ बताते हुए छात्राओं से सजग रहने का आह्वान किया। विभाग की प्रभारी डॉ. दीपशिखा पांडेय ने कार्यक्रम का संचालन करते हुए कहा कि गृहविज्ञान विभाग आगे भी समाजहित में ऐसी सार्थक पहल करता रहेगा। धन्यवाद ज्ञापन डॉ. सुषमा कुमारी ने किया। कार्यक्रम के अंत में सभी प्रतिभागियों ने संतुलित आहार अपनाने और स्वास्थ्य संबंधी जागरूकता समाज तक फैलाने का संकल्प लिया।: [548, 1414, 914, 1584]
sub-header: 25 प्रतिशत (अनुसूचित जाति/जनजाति के लाभुकों/दुग्ध सहकारी समिति के लिए): [1307, 796, 1414, 843]
ad-terms-list: [919, 1230, 1528, 1564]
drowning-headline: नदी में डूबने से बच्चे की मौत: [46, 720, 214, 775]
group-header: सरकारी अनुदान राशि: [1093, 676, 1307, 690]
row-label: प्रथम चरण (01 गाय/भैंस): [926, 630, 1026, 644]
sub-header: 75 प्रतिशत (अनुसूचित जाति/जनजाति के लाभुकों को छोड़कर अन्य सभी जातियों के लिए: [1200, 903, 1307, 950]
drowning-dateline: शेरघाटी।: [31, 799, 67, 814]
lead-dateline: बोधगया।: [31, 560, 69, 574]
drowning-byline: नवबिहार टाइम्स संवाददाता: [31, 776, 229, 796]
research-headline: डॉ. विनीता कुमारी ने अंतरराष्ट्रीय सम्मेलन में किया शोधपत्र प्रस्तुत: [948, 63, 1500, 137]
table-row: [926, 750, 1522, 764]
ek-nazar-label: एक नजर: [33, 1141, 353, 1172]
government-notice-ad: [918, 381, 1530, 1616]
ad-eligibility: अहर्त्ता :– उपरोक्त वर्णित योजना के लिए ग्रामीण क्षेत्र के प्रगतिशील कृषक/युवा शिक्षित बेरोजगार/स्वंय सहायता समूह के सदस्य/लघु उद्यमियों के सदस्यों के लिए हस्तचालित चैफ कटर के लिए न्यूनतम 05 दुधारू गाय तथा विद्युत चालित चैफ कटर के लिए न्यूनतम 10 दुधारू गाय के होने की अनिवार्यता होगी। पषुशेड सहित दुधारू गायों की Jio Tag फोटोग्राफ संलग्न करना अनिवार्य है।: [927, 979, 1521, 1015]
ad-office: जिला गव्य विकास कार्यालय, पलामू: [1109, 403, 1339, 423]
kasturba-dateline: गया।: [363, 1689, 384, 1704]
sub-header: 25 प्रतिशत(अनुसूचित जाति/जनजाति के लाभुकों को छोड़कर अन्य सभी जातियों के लिए: [1414, 903, 1522, 950]
ek-nazar-story: [33, 1615, 353, 1814]
unit-cost: 1,35,050/-: [1027, 630, 1093, 657]
terms-item: ● विभागीय राज्यादेश संख्या– 17 रा0(वि0), दिनांक– 26.08.2025: [924, 1268, 1524, 1280]
sub-header: 10 प्रतिशत (अनुसूचित जाति/जनजाति के लाभुकों/दुग्ध सहकारी समिति के लिए): [1307, 903, 1414, 950]
row-label: प्रथम चरण (05 गाय/भैंस): [926, 843, 1026, 857]
sub-header: 75 प्रतिशत (अनुसूचित जाति/जनजाति के लाभुकों/दुग्ध सहकारी समिति के लिए): [1093, 796, 1200, 843]
col-header: कुल ईकाई लागत: [1042, 1033, 1093, 1094]
table-row: [926, 843, 1522, 857]
lok-adalat-dateline: शेरघाटी।: [363, 1957, 400, 1972]
amount-cell: 85,187/-: [1307, 843, 1414, 857]
amount-cell: 2,000/-: [1414, 950, 1522, 964]
row-label: मिल्कींग मशीन: [926, 1093, 1042, 1107]
sub-header: 50 प्रतिशत(अनुसूचित जाति/जनजाति के लाभुकों को छोड़कर अन्य सभी जातियों के लिए: [1200, 796, 1307, 843]
amount-cell: 1,70,375/-: [1414, 843, 1522, 857]
sub-header: 25 प्रतिशत (अनुसूचित जाति/जनजाति के लाभुकों/दुग्ध सहकारी समिति के लिए): [1307, 690, 1414, 737]
unit-cost: 20,000/-: [1020, 963, 1093, 977]
story-byline: नवबिहार टाइम्स ब्यूरो: [36, 1661, 350, 1680]
sub-header: 50 प्रतिशत (अनुसूचित जाति/जनजाति के लाभुकों को छोड़कर अन्य सभी जातियों के लिए: [1200, 690, 1307, 737]
middle-column: [363, 1139, 914, 2195]
amount-cell: 51,113/-: [1093, 630, 1200, 644]
amount-cell: 3,900/-: [1200, 1134, 1307, 1148]
amount-cell: 83,625/-: [1307, 857, 1414, 871]
page-number: 5: [1451, 6, 1509, 51]
amount-cell: 1,300/-: [1414, 1134, 1522, 1148]
edition-date: औरंगाबाद, रविवार 14 सितम्बर 2025: [1090, 13, 1432, 40]
